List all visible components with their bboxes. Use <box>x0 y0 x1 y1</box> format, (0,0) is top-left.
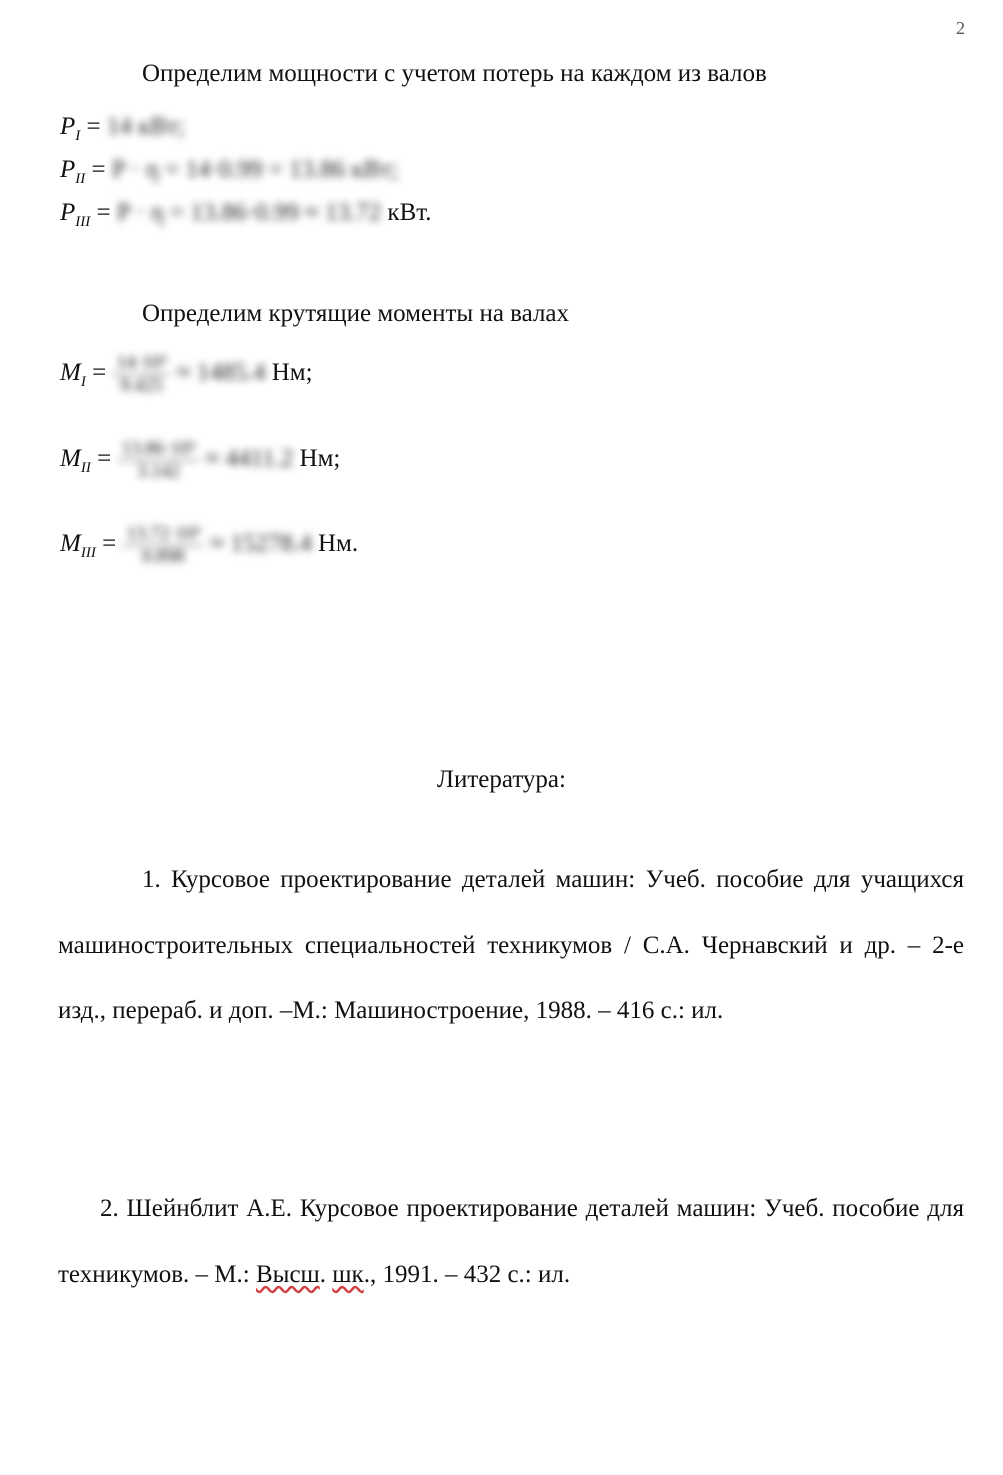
fraction: $\frac{\text{14·10³}}{9.425}$ <box>112 352 170 397</box>
page-number: 2 <box>956 18 965 38</box>
formula-m1 <box>60 352 313 397</box>
blurred-expression: P · η = 13.86·0.99 ≈ 13.72 <box>116 199 382 226</box>
reference-item: 2. Шейнблит А.Е. Курсовое проектирование деталей машин: Учеб. пособие для техникумов. – М.: Высш. шк., 1991. – 432 с.: ил. <box>58 1195 964 1288</box>
equals-sign: = <box>97 445 112 473</box>
formula-symbol: $M_I$ <box>60 359 86 391</box>
equals-sign: = <box>86 113 101 140</box>
blurred-expression: ≈ 4411.2 <box>205 445 294 473</box>
formula-symbol: $M_{III}$ <box>60 530 96 562</box>
formula-symbol: $P_I$ <box>60 113 81 144</box>
formula-p3 <box>60 199 432 231</box>
spellcheck-mark: шк <box>332 1260 364 1288</box>
unit-label: Нм. <box>317 530 359 558</box>
blurred-expression: P · η = 14·0.99 = 13.86 кВт; <box>111 156 399 183</box>
equals-sign: = <box>102 530 117 558</box>
unit-label: кВт. <box>387 199 432 226</box>
formula-symbol: $P_{III}$ <box>60 199 91 230</box>
equals-sign: = <box>96 199 111 226</box>
formula-p1 <box>60 113 185 145</box>
fraction: $\frac{\text{13.72·10³}}{0.898}$ <box>122 523 204 568</box>
blurred-expression: ≈ 1485.4 <box>176 359 266 387</box>
formula-symbol: $P_{II}$ <box>60 156 86 187</box>
moments-heading: Определим крутящие моменты на валах <box>142 300 570 327</box>
spellcheck-mark: Высш <box>255 1260 320 1288</box>
literature-title: Литература: <box>437 766 566 793</box>
fraction: $\frac{\text{13.86·10³}}{3.142}$ <box>117 438 199 483</box>
reference-item: 1. Курсовое проектирование деталей машин: Учеб. пособие для учащихся машиностроительных специальностей техникумов / С.А. Чернавский и др. – 2-е изд., перераб. и доп. –М.: Машиностроение, 1988. – 416 с.: ил. <box>58 866 964 1024</box>
equals-sign: = <box>91 156 106 183</box>
formula-m2 <box>60 438 340 483</box>
blurred-expression: 14 кВт; <box>106 113 185 140</box>
formula-m3 <box>60 523 358 568</box>
power-heading: Определим мощности с учетом потерь на каждом из валов <box>142 60 767 87</box>
unit-label: Нм; <box>271 359 313 387</box>
formula-symbol: $M_{II}$ <box>60 445 91 477</box>
equals-sign: = <box>92 359 107 387</box>
unit-label: Нм; <box>299 445 341 473</box>
blurred-expression: ≈ 15278.4 <box>210 530 312 558</box>
formula-p2 <box>60 156 398 188</box>
